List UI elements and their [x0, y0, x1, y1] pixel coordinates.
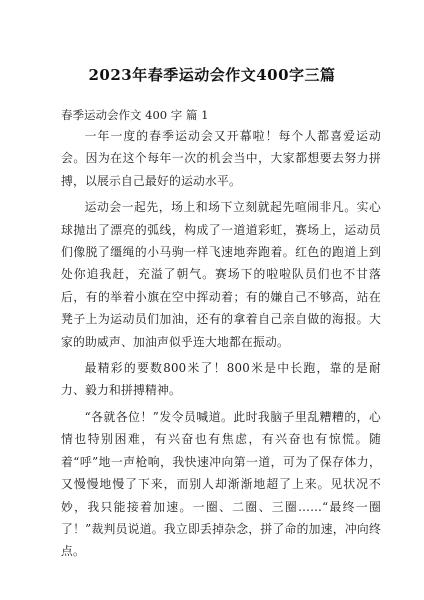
paragraph-1: 一年一度的春季运动会又开幕啦！每个人都喜爱运动会。因为在这个每年一次的机会当中，大家都想要去努力拼搏，以展示自己最好的运动水平。 — [61, 129, 381, 188]
document-title: 2023年春季运动会作文400字三篇 — [88, 66, 336, 84]
paragraph-2: 运动会一起先，场上和场下立刻就起先喧闹非凡。实心球抛出了漂亮的弧线，构成了一道道彩虹，赛场上，运动员们像脱了缰绳的小马驹一样飞速地奔跑着。红色的跑道上到处你追我赶，充溢了朝气。赛场下的啦啦队员们也不甘落后，有的举着小旗在空中挥动着；有的嫌自己不够高，站在凳子上为运动员们加油，还有的拿着自己亲自做的海报。大家的助威声、加油声似乎连大地都在振动。 — [61, 200, 381, 349]
document-subtitle: 春季运动会作文 400 字 篇 1 — [61, 108, 209, 122]
paragraph-3: 最精彩的要数800米了！800米是中长跑，靠的是耐力、毅力和拼搏精神。 — [61, 361, 381, 398]
document-body — [61, 125, 381, 567]
paragraph-4: “各就各位！”发令员喊道。此时我脑子里乱糟糟的，心情也特别困难，有兴奋也有焦虑，有兴奋也有惊慌。随着“呼”地一声枪响，我快速冲向第一道，可为了保存体力，又慢慢地慢了下来，而别人却渐渐地超了上来。见状况不妙，我只能接着加速。一圈、二圈、三圈……“最终一圈了！”裁判员说道。我立即丢掉杂念，拼了命的加速，冲向终点。 — [61, 409, 381, 559]
